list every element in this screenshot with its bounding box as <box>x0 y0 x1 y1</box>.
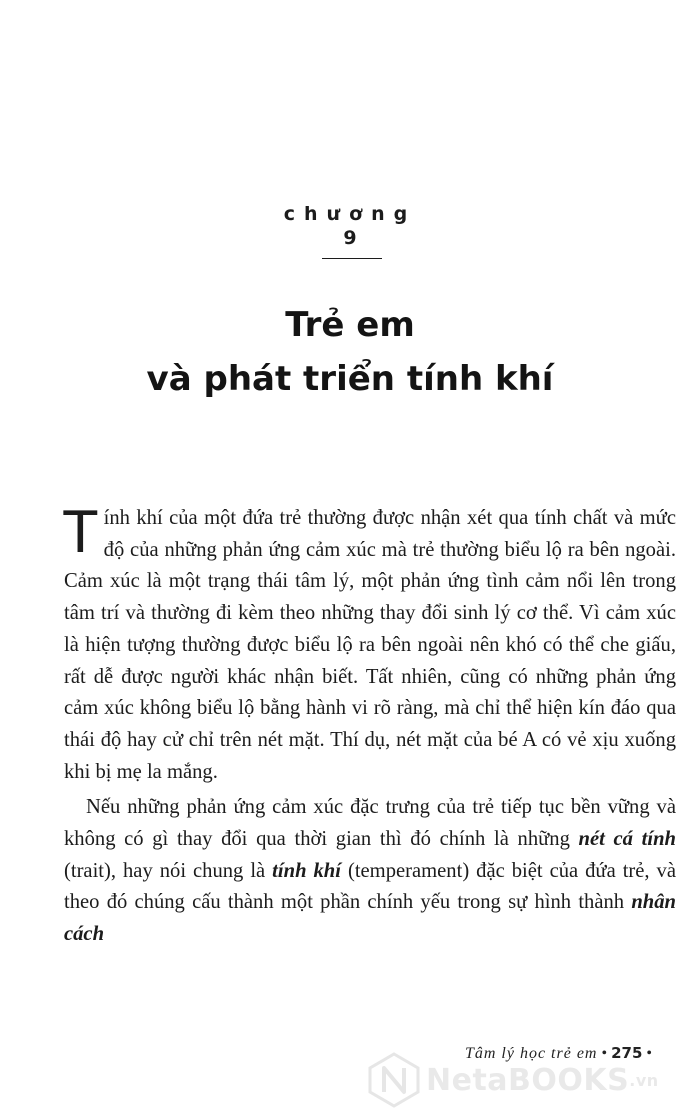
term-trait: nét cá tính <box>578 828 676 851</box>
paragraph-1 <box>62 498 676 788</box>
chapter-title-line-1: Trẻ em <box>285 305 415 345</box>
body-text <box>62 498 676 951</box>
running-book-title: Tâm lý học trẻ em <box>464 1045 598 1062</box>
footer-separator: • <box>601 1045 608 1062</box>
paragraph-1-text: ính khí của một đứa trẻ thường được nhận xét qua tính chất và mức độ của những phản ứng cảm xúc mà trẻ thường biểu lộ ra bên ngoài. Cảm xúc là một trạng thái tâm lý, một phản ứng tình cảm nổi lên trong tâm trí và thường đi kèm theo những thay đổi sinh lý cơ thể. Vì cảm xúc là hiện tượng thường được biểu lộ ra bên ngoài nên khó có thể che giấu, rất dễ được người khác nhận biết. Tất nhiên, cũng có những phản ứng cảm xúc không biểu lộ bằng hành vi rõ ràng, mà chỉ thể hiện kín đáo qua thái độ hay cử chỉ trên nét mặt. Thí dụ, nét mặt của bé A có vẻ xịu xuống khi bị mẹ la mắng. <box>64 507 676 783</box>
page-number: 275 <box>611 1044 643 1062</box>
chapter-title-line-2: và phát triển tính khí <box>146 359 554 399</box>
netabooks-logo-icon <box>366 1052 422 1108</box>
term-personality: nhân cách <box>64 891 676 946</box>
watermark-text: NetaBOOKS <box>426 1062 630 1098</box>
paragraph-2 <box>64 792 676 951</box>
paragraph-2-text-b: (trait), hay nói chung là <box>64 859 273 882</box>
term-temperament: tính khí <box>272 859 341 882</box>
drop-cap: T <box>62 498 99 565</box>
chapter-number: 9 <box>343 227 357 249</box>
chapter-divider <box>322 258 382 259</box>
chapter-label: chương <box>283 203 417 225</box>
watermark <box>366 1052 659 1108</box>
footer-trailing-bullet: • <box>646 1045 652 1062</box>
paragraph-2-text-c: (temperament) đặc biệt của đứa trẻ, và theo đó chúng cấu thành một phần chính yếu trong sự hình thành <box>64 859 676 914</box>
paragraph-2-text-a: Nếu những phản ứng cảm xúc đặc trưng của trẻ tiếp tục bền vững và không có gì thay đổi qua thời gian thì đó chính là những <box>64 796 676 851</box>
watermark-suffix: .vn <box>629 1070 659 1090</box>
chapter-title <box>0 298 700 406</box>
